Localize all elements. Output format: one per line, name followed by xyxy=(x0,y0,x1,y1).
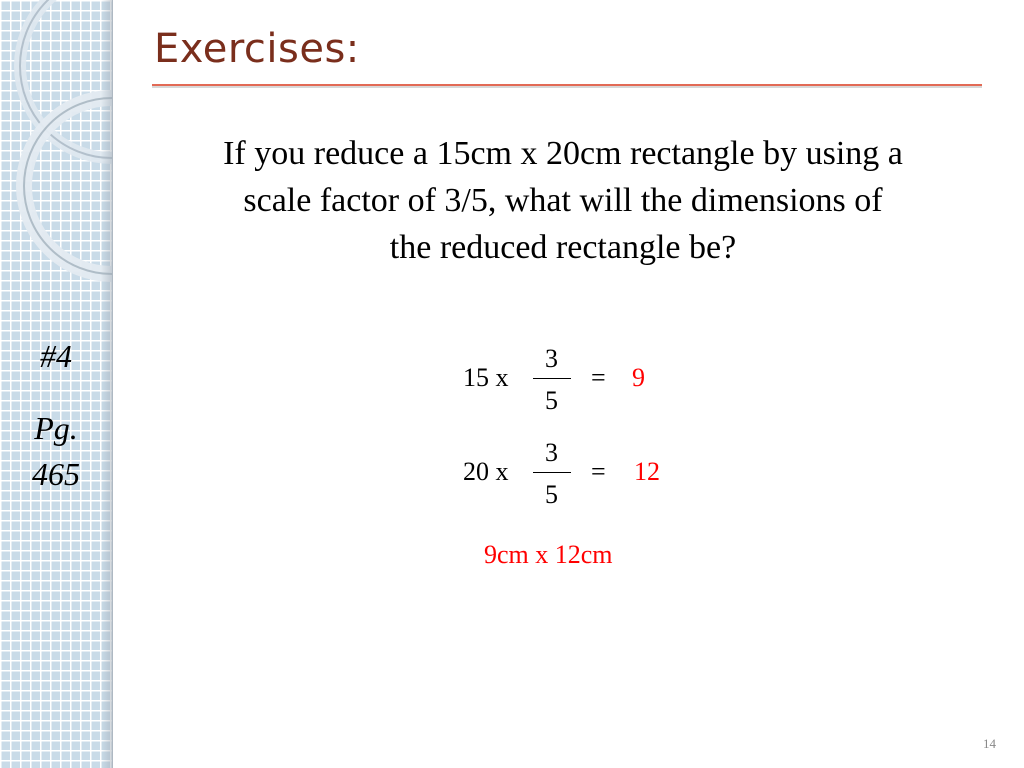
equation-result: 9 xyxy=(632,363,645,392)
question-text xyxy=(152,130,974,271)
sidebar-edge-shadow xyxy=(101,0,113,768)
exercise-number: #4 xyxy=(40,338,72,374)
page-reference-number: 465 xyxy=(32,456,80,492)
sidebar-grid-panel xyxy=(0,0,113,768)
question-line: the reduced rectangle be? xyxy=(389,229,737,266)
equation-lhs: 15 x xyxy=(463,363,509,392)
equation-lhs: 20 x xyxy=(463,457,509,486)
fraction-denominator: 5 xyxy=(545,386,558,415)
equation-result: 12 xyxy=(634,457,660,486)
page-reference-label: Pg. xyxy=(34,410,78,446)
slide-page-number: 14 xyxy=(983,736,996,751)
question-line: If you reduce a 15cm x 20cm rectangle by using a xyxy=(223,135,903,172)
fraction-numerator: 3 xyxy=(545,438,558,467)
fraction-bar xyxy=(533,378,571,379)
title-underline-shadow xyxy=(152,86,982,88)
slide-title: Exercises: xyxy=(154,26,360,72)
equals-sign: = xyxy=(591,363,606,392)
fraction-bar xyxy=(533,472,571,473)
fraction-numerator: 3 xyxy=(545,344,558,373)
decorative-rings-graphic xyxy=(0,0,112,300)
final-answer: 9cm x 12cm xyxy=(484,540,613,569)
fraction-denominator: 5 xyxy=(545,480,558,509)
equals-sign: = xyxy=(591,457,606,486)
question-line: scale factor of 3/5, what will the dimensions of xyxy=(243,182,883,219)
